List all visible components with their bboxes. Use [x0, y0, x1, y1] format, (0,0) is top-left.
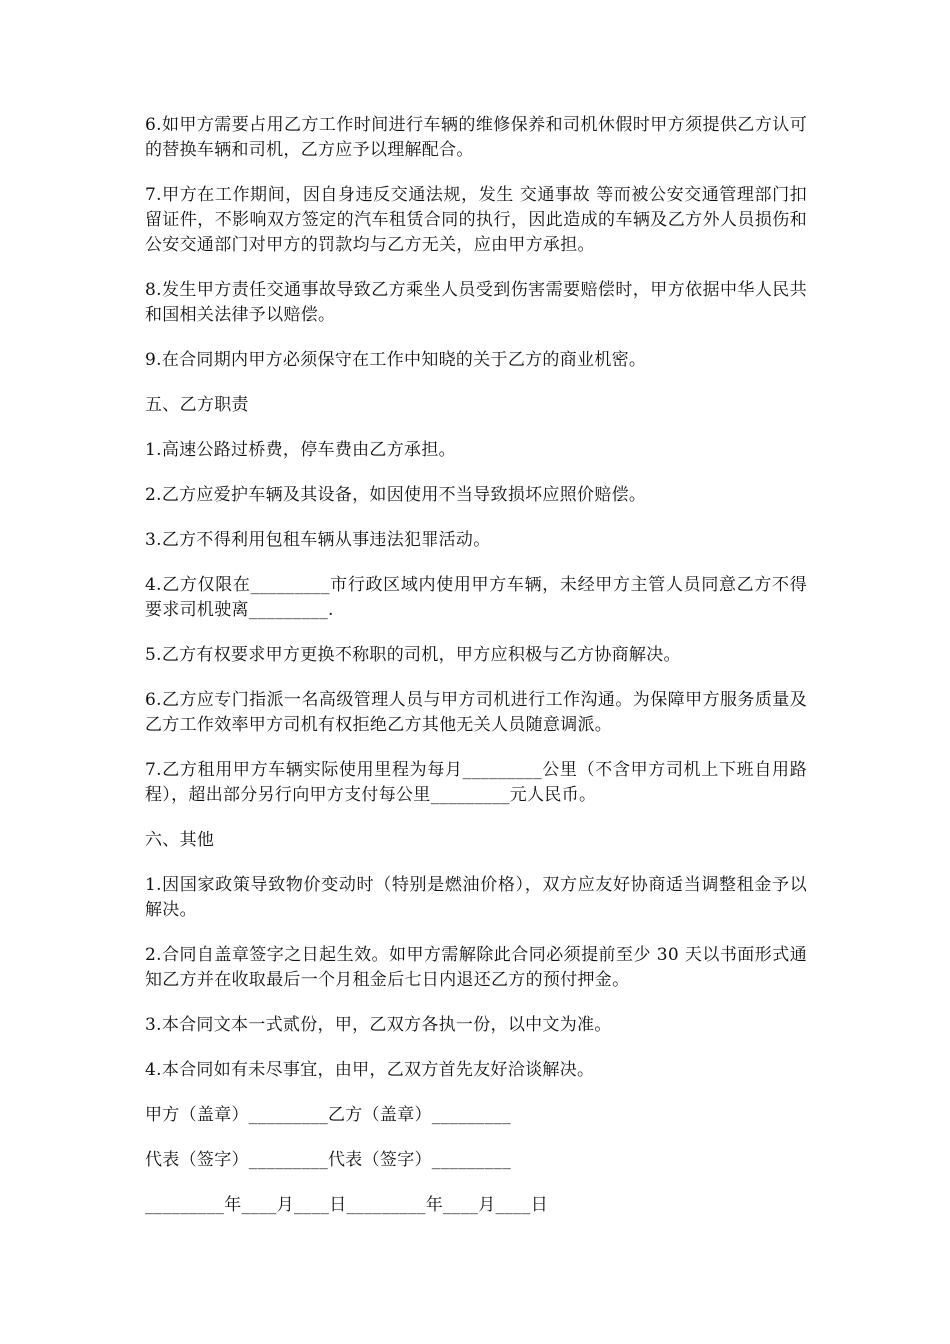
date-line: _________年____月____日_________年____月____日: [145, 1195, 548, 1215]
party-a-item-7: 7.甲方在工作期间，因自身违反交通法规，发生 交通事故 等而被公安交通管理部门扣留证件，不影响双方签定的汽车租赁合同的执行，因此造成的车辆及乙方外人员损伤和公安交通部门对甲方的罚款均与乙方无关，应由甲方承担。: [145, 185, 807, 255]
contract-page: [145, 113, 807, 1238]
other-item-2: 2.合同自盖章签字之日起生效。如甲方需解除此合同必须提前至少 30 天以书面形式通知乙方并在收取最后一个月租金后七日内退还乙方的预付押金。: [145, 945, 807, 990]
party-b-item-7: 7.乙方租用甲方车辆实际使用里程为每月_________公里（不含甲方司机上下班自用路程），超出部分另行向甲方支付每公里_________元人民币。: [145, 760, 807, 805]
other-item-1: 1.因国家政策导致物价变动时（特别是燃油价格），双方应友好协商适当调整租金予以解决。: [145, 875, 807, 920]
party-b-item-6: 6.乙方应专门指派一名高级管理人员与甲方司机进行工作沟通。为保障甲方服务质量及乙方工作效率甲方司机有权拒绝乙方其他无关人员随意调派。: [145, 690, 807, 735]
section-6-heading: 六、其他: [145, 830, 215, 850]
section-5-heading: 五、乙方职责: [145, 395, 249, 415]
other-item-3: 3.本合同文本一式贰份，甲，乙双方各执一份，以中文为准。: [145, 1015, 612, 1035]
other-item-4: 4.本合同如有未尽事宜，由甲，乙双方首先友好洽谈解决。: [145, 1060, 595, 1080]
signature-line: 代表（签字）_________代表（签字）_________: [145, 1150, 511, 1170]
party-b-item-5: 5.乙方有权要求甲方更换不称职的司机，甲方应积极与乙方协商解决。: [145, 645, 681, 665]
party-a-item-8: 8.发生甲方责任交通事故导致乙方乘坐人员受到伤害需要赔偿时，甲方依据中华人民共和国相关法律予以赔偿。: [145, 280, 807, 325]
party-b-item-3: 3.乙方不得利用包租车辆从事违法犯罪活动。: [145, 530, 491, 550]
party-b-item-2: 2.乙方应爱护车辆及其设备，如因使用不当导致损坏应照价赔偿。: [145, 485, 647, 505]
party-b-item-4: 4.乙方仅限在_________市行政区域内使用甲方车辆，未经甲方主管人员同意乙方不得要求司机驶离_________.: [145, 575, 807, 620]
party-a-item-9: 9.在合同期内甲方必须保守在工作中知晓的关于乙方的商业机密。: [145, 350, 647, 370]
party-a-item-6: 6.如甲方需要占用乙方工作时间进行车辆的维修保养和司机休假时甲方须提供乙方认可的替换车辆和司机，乙方应予以理解配合。: [145, 115, 807, 160]
seal-line: 甲方（盖章）_________乙方（盖章）_________: [145, 1105, 511, 1125]
party-b-item-1: 1.高速公路过桥费，停车费由乙方承担。: [145, 440, 456, 460]
